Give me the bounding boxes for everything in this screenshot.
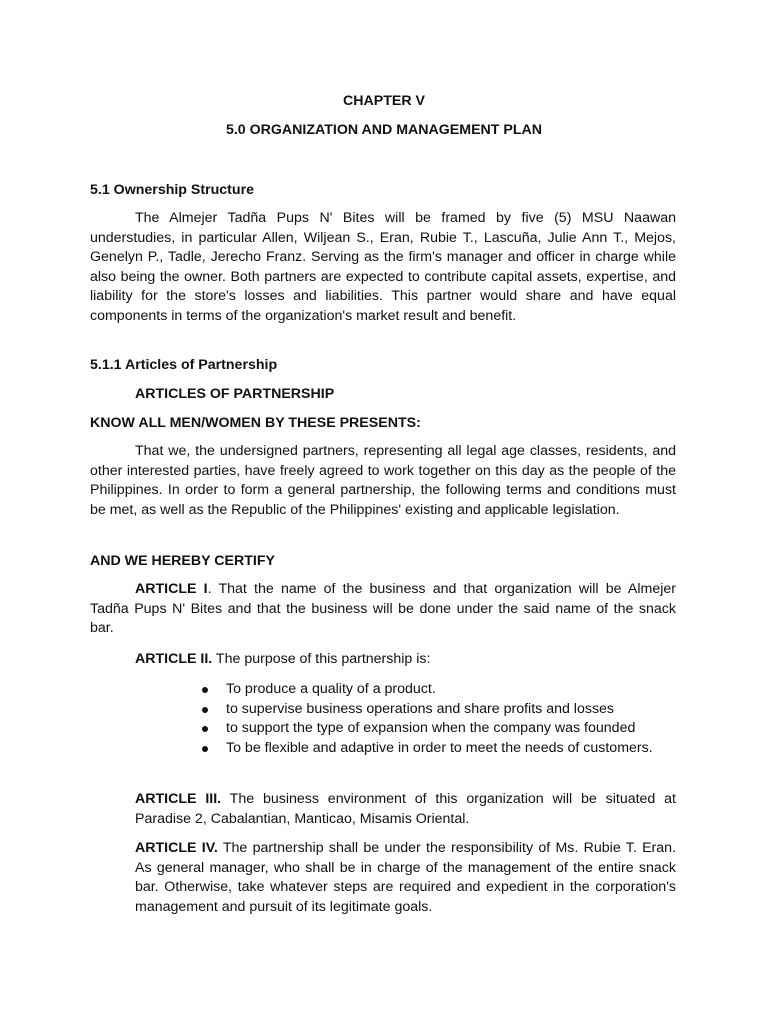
bullet-icon [202, 746, 208, 752]
article-2-paragraph [135, 650, 676, 670]
article-2-label: ARTICLE II. [135, 651, 213, 667]
article-3-text: The business environment of this organization will be situated at Paradise 2, Cabalantian, Manticao, Misamis Oriental. [135, 791, 677, 827]
article-1-text: . That the name of the business and that organization will be Almejer Tadña Pups N' Bites and that the business will be done under the said name of the snack bar. [90, 581, 677, 637]
list-item-text: to supervise business operations and share profits and losses [226, 700, 615, 717]
ownership-heading: 5.1 Ownership Structure [90, 182, 254, 198]
article-4-label: ARTICLE IV. [135, 840, 218, 856]
articles-heading: 5.1.1 Articles of Partnership [90, 357, 278, 373]
know-all-heading: KNOW ALL MEN/WOMEN BY THESE PRESENTS: [90, 415, 421, 431]
section-title: 5.0 ORGANIZATION AND MANAGEMENT PLAN [225, 122, 543, 138]
list-item-text: To produce a quality of a product. [226, 681, 436, 697]
purpose-list [180, 680, 676, 758]
intro-paragraph: That we, the undersigned partners, representing all legal age classes, residents, and other interested parties, have freely agreed to work together on this day as the people of the Philippines. In order to form a general partnership, the following terms and conditions must be met, as well as the Republic of the Philippines' existing and applicable legislation. [90, 443, 676, 518]
bullet-icon [202, 687, 208, 693]
ownership-paragraph: The Almejer Tadña Pups N' Bites will be framed by five (5) MSU Naawan understudies, in particular Allen, Wiljean S., Eran, Rubie T., Lascuña, Julie Ann T., Mejos, Genelyn P., Tadle, Jerecho Franz. Serving as the firm's manager and officer in charge while also being the owner. Both partners are expected to contribute capital assets, expertise, and liability for the store's losses and liabilities. This partner would share and have equal components in terms of the organization's market result and benefit. [90, 210, 676, 324]
chapter-title: CHAPTER V [343, 93, 425, 109]
list-item-text: To be flexible and adaptive in order to meet the needs of customers. [226, 739, 653, 756]
articles-title: ARTICLES OF PARTNERSHIP [135, 386, 335, 402]
article-2-text: The purpose of this partnership is: [212, 651, 431, 667]
article-3-label: ARTICLE III. [135, 791, 222, 807]
article-1-paragraph [90, 580, 676, 639]
article-3-paragraph [135, 790, 676, 829]
certify-heading: AND WE HEREBY CERTIFY [90, 553, 275, 569]
article-1-label: ARTICLE I [135, 581, 208, 597]
article-4-paragraph [135, 839, 676, 917]
bullet-icon [202, 726, 208, 732]
list-item-text: to support the type of expansion when the company was founded [226, 720, 636, 737]
list-item [180, 719, 676, 739]
list-item [180, 680, 676, 700]
list-item [180, 700, 676, 720]
article-4-text: The partnership shall be under the responsibility of Ms. Rubie T. Eran. As general manager, who shall be in charge of the management of the entire snack bar. Otherwise, take whatever steps are required and expedient in the corporation's management and pursuit of its legitimate goals. [135, 840, 677, 915]
list-item [180, 739, 676, 759]
bullet-icon [202, 707, 208, 713]
